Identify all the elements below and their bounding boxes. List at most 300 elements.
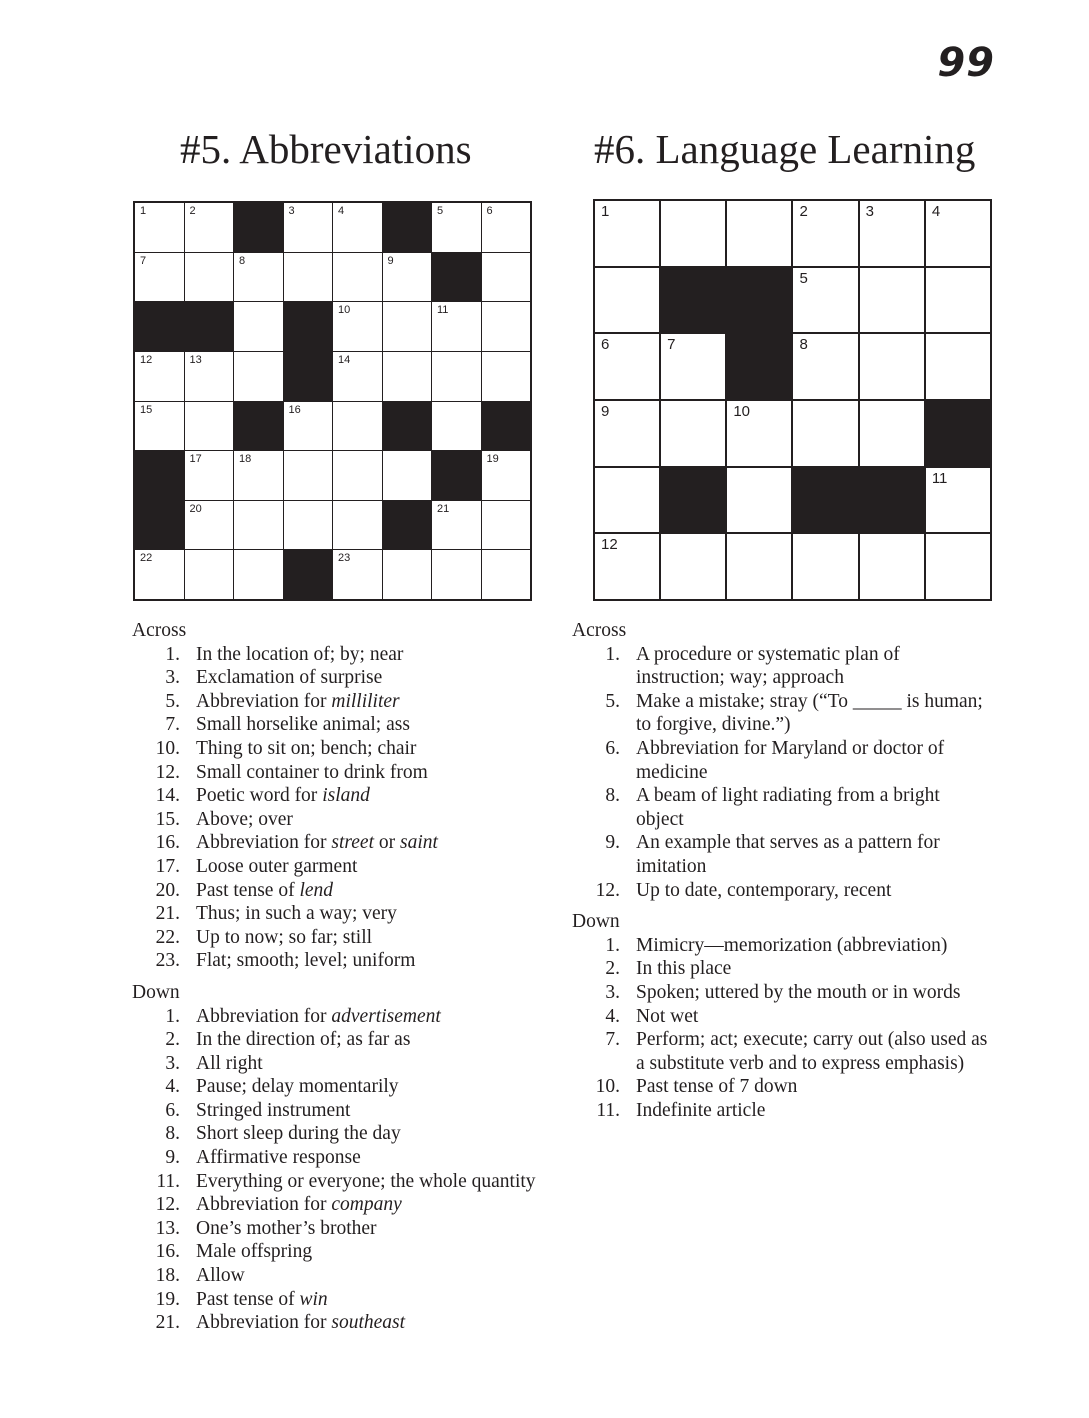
grid-cell[interactable]	[482, 253, 531, 302]
grid-cell[interactable]	[793, 534, 857, 599]
grid-cell[interactable]	[482, 203, 531, 252]
grid-cell[interactable]	[432, 352, 481, 401]
clue-text	[196, 902, 572, 926]
clue-number: 11.	[596, 1099, 620, 1121]
clue-text-italic: advertisement	[331, 1005, 441, 1027]
grid-cell[interactable]	[383, 352, 432, 401]
clue-text	[196, 761, 572, 785]
clue-number: 1.	[165, 643, 180, 665]
grid-cell[interactable]	[595, 201, 659, 266]
black-square	[135, 501, 184, 550]
grid-cell[interactable]	[185, 352, 234, 401]
clue-text	[196, 1264, 572, 1288]
down-clue	[132, 1193, 572, 1217]
grid-cell[interactable]	[185, 253, 234, 302]
across-clue	[572, 690, 992, 737]
clue-number: 9	[601, 402, 610, 420]
clue-number: 2	[189, 205, 196, 217]
grid-cell[interactable]	[284, 253, 333, 302]
black-square	[661, 468, 725, 533]
clue-number: 17	[189, 453, 202, 466]
clue-number: 13.	[155, 1217, 180, 1239]
grid-cell[interactable]	[926, 534, 990, 599]
down-clue	[132, 1146, 572, 1170]
across-clue-list	[132, 643, 572, 973]
clue-number: 16.	[155, 832, 180, 854]
across-clue	[572, 879, 992, 903]
puzzle-5-title: #5. Abbreviations	[180, 126, 472, 172]
grid-cell[interactable]	[432, 501, 481, 550]
grid-cell[interactable]	[595, 268, 659, 333]
grid-cell[interactable]	[284, 203, 333, 252]
black-square	[432, 451, 481, 500]
across-clue	[132, 690, 572, 714]
clue-text	[636, 879, 992, 903]
clue-text-part: In the direction of; as far as	[196, 1029, 411, 1051]
grid-cell[interactable]	[234, 451, 283, 500]
clue-text	[636, 1005, 992, 1029]
clue-number: 13	[189, 353, 202, 366]
black-square	[135, 302, 184, 351]
across-clue	[572, 784, 992, 831]
black-square	[185, 302, 234, 351]
grid-cell[interactable]	[595, 334, 659, 399]
clue-text	[196, 1288, 572, 1312]
grid-cell[interactable]	[333, 402, 382, 451]
grid-cell[interactable]	[432, 203, 481, 252]
puzzle-6-title: #6. Language Learning	[594, 126, 976, 172]
across-heading: Across	[572, 620, 627, 641]
clue-text	[196, 855, 572, 879]
clue-number: 23.	[155, 950, 180, 972]
clue-number: 10	[733, 402, 751, 420]
clue-text-part: Short sleep during the day	[196, 1123, 401, 1145]
grid-cell[interactable]	[383, 550, 432, 599]
clue-number: 22	[140, 552, 153, 565]
clue-number: 21	[437, 502, 450, 515]
clue-text-italic: company	[331, 1194, 402, 1216]
clue-number: 23	[338, 552, 351, 565]
clue-number: 4	[338, 205, 345, 217]
grid-cell[interactable]	[727, 401, 791, 466]
black-square	[135, 451, 184, 500]
clue-text	[196, 1170, 572, 1194]
clue-text-part: Abbreviation for	[196, 1194, 332, 1216]
grid-cell[interactable]	[333, 550, 382, 599]
clue-text-part: Past tense of	[196, 1288, 300, 1310]
clue-text-part: Loose outer garment	[196, 855, 358, 877]
across-clue	[132, 831, 572, 855]
clue-text-part: Everything or everyone; the whole quantity	[196, 1170, 536, 1192]
clue-text	[196, 949, 572, 973]
grid-cell[interactable]	[432, 550, 481, 599]
clue-text	[196, 1311, 572, 1335]
down-clue	[132, 1122, 572, 1146]
clue-number: 12.	[595, 879, 620, 901]
clue-text	[196, 1052, 572, 1076]
page-number: 99	[937, 40, 995, 86]
clue-text	[636, 831, 992, 878]
puzzle-6-clues	[572, 619, 992, 1130]
clue-text	[636, 690, 992, 737]
grid-cell[interactable]	[234, 550, 283, 599]
clue-text	[196, 879, 572, 903]
clue-number: 4.	[605, 1005, 620, 1027]
grid-cell[interactable]	[595, 468, 659, 533]
clue-text-part: A beam of light radiating from a bright object	[636, 785, 940, 830]
clue-number: 19.	[155, 1288, 180, 1310]
grid-cell[interactable]	[135, 203, 184, 252]
grid-cell[interactable]	[727, 201, 791, 266]
clue-number: 9.	[605, 832, 620, 854]
grid-cell[interactable]	[793, 268, 857, 333]
clue-number: 19	[486, 453, 499, 466]
clue-text-part: Affirmative response	[196, 1147, 361, 1169]
down-clue	[132, 1005, 572, 1029]
clue-text-part: An example that serves as a pattern for imitation	[636, 832, 940, 877]
grid-cell[interactable]	[234, 302, 283, 351]
grid-cell[interactable]	[661, 201, 725, 266]
clue-text-italic: southeast	[331, 1312, 406, 1334]
clue-number: 11.	[156, 1170, 180, 1192]
across-clue	[572, 643, 992, 690]
clue-text	[196, 1099, 572, 1123]
clue-number: 12	[140, 353, 153, 366]
black-square	[793, 468, 857, 533]
clue-text-part: Abbreviation for Maryland or doctor of medicine	[636, 737, 945, 783]
grid-cell[interactable]	[727, 468, 791, 533]
clue-number: 8.	[165, 1123, 180, 1145]
grid-cell[interactable]	[482, 550, 531, 599]
grid-cell[interactable]	[661, 401, 725, 466]
clue-number: 1	[140, 205, 147, 217]
grid-cell[interactable]	[482, 501, 531, 550]
clue-text-part: Abbreviation for	[196, 690, 332, 712]
clue-number: 2.	[165, 1029, 180, 1051]
down-clue	[132, 1028, 572, 1052]
down-clue-list	[572, 934, 992, 1123]
clue-text-part: Not wet	[636, 1005, 699, 1027]
clue-text-part: Allow	[196, 1265, 245, 1287]
grid-cell[interactable]	[284, 402, 333, 451]
clue-text	[196, 713, 572, 737]
down-clue	[132, 1264, 572, 1288]
grid-cell[interactable]	[185, 501, 234, 550]
clue-number: 7	[667, 336, 676, 354]
grid-cell[interactable]	[926, 268, 990, 333]
black-square	[234, 203, 283, 252]
clue-text-part: Flat; smooth; level; uniform	[196, 950, 416, 972]
clue-text-part: Above; over	[196, 808, 293, 830]
clue-number: 4.	[165, 1076, 180, 1098]
down-clue	[132, 1099, 572, 1123]
down-heading: Down	[132, 981, 180, 1003]
clue-text-italic: island	[322, 785, 370, 807]
clue-number: 12.	[155, 1194, 180, 1216]
clue-text	[196, 784, 572, 808]
down-clue	[132, 1311, 572, 1335]
grid-cell[interactable]	[234, 253, 283, 302]
clue-text	[196, 1240, 572, 1264]
across-clue	[132, 808, 572, 832]
down-heading: Down	[572, 911, 620, 933]
across-clue	[572, 831, 992, 878]
grid-cell[interactable]	[661, 534, 725, 599]
clue-number: 5	[799, 269, 808, 287]
clue-number: 3.	[165, 667, 180, 689]
down-clue	[572, 934, 992, 958]
down-clue	[132, 1288, 572, 1312]
grid-cell[interactable]	[926, 334, 990, 399]
clue-number: 1.	[165, 1005, 180, 1027]
down-clue	[572, 1099, 992, 1123]
grid-cell[interactable]	[135, 253, 184, 302]
clue-number: 7	[140, 254, 147, 267]
clue-text-part: Stringed instrument	[196, 1099, 351, 1121]
grid-cell[interactable]	[135, 402, 184, 451]
clue-text-part: All right	[196, 1052, 263, 1074]
down-clue	[132, 1240, 572, 1264]
grid-cell[interactable]	[482, 451, 531, 500]
clue-text	[196, 690, 572, 714]
clue-text-italic: milliliter	[331, 690, 400, 712]
down-clue	[572, 1075, 992, 1099]
grid-cell[interactable]	[661, 334, 725, 399]
clue-number: 3.	[165, 1052, 180, 1074]
grid-cell[interactable]	[860, 401, 924, 466]
across-clue	[132, 737, 572, 761]
clue-number: 1.	[605, 934, 620, 956]
grid-cell[interactable]	[333, 501, 382, 550]
clue-number: 12.	[155, 761, 180, 783]
clue-number: 5	[437, 205, 444, 217]
black-square	[727, 268, 791, 333]
clue-number: 10.	[595, 1076, 620, 1098]
clue-text-part: A procedure or systematic plan of instruction; way; approach	[636, 643, 900, 689]
clue-number: 22.	[155, 926, 180, 948]
clue-number: 7.	[605, 1029, 620, 1051]
grid-cell[interactable]	[284, 451, 333, 500]
grid-cell[interactable]	[860, 268, 924, 333]
down-clue	[132, 1052, 572, 1076]
clue-text-italic: street	[331, 832, 374, 854]
grid-cell[interactable]	[135, 550, 184, 599]
black-square	[284, 302, 333, 351]
across-heading: Across	[132, 620, 187, 641]
grid-cell[interactable]	[333, 352, 382, 401]
clue-text	[196, 1075, 572, 1099]
across-clue	[132, 949, 572, 973]
clue-number: 8	[799, 336, 808, 354]
grid-cell[interactable]	[333, 203, 382, 252]
clue-number: 9.	[165, 1147, 180, 1169]
clue-number: 3	[865, 203, 874, 220]
grid-cell[interactable]	[383, 302, 432, 351]
clue-number: 20	[189, 502, 202, 515]
clue-text	[196, 1122, 572, 1146]
clue-number: 20.	[155, 879, 180, 901]
clue-text	[196, 831, 572, 855]
clue-text	[636, 1028, 992, 1075]
grid-cell[interactable]	[860, 334, 924, 399]
black-square	[234, 402, 283, 451]
grid-cell[interactable]	[333, 451, 382, 500]
clue-number: 2	[799, 203, 808, 220]
clue-text-italic: saint	[400, 832, 438, 854]
clue-text-part: Small horselike animal; ass	[196, 714, 410, 736]
clue-number: 5.	[605, 690, 620, 712]
grid-cell[interactable]	[185, 402, 234, 451]
grid-cell[interactable]	[482, 302, 531, 351]
down-clue	[572, 1028, 992, 1075]
grid-cell[interactable]	[135, 352, 184, 401]
clue-text	[196, 1146, 572, 1170]
across-clue	[132, 761, 572, 785]
clue-number: 6	[601, 336, 610, 354]
clue-text	[196, 666, 572, 690]
grid-cell[interactable]	[860, 201, 924, 266]
clue-text	[196, 1193, 572, 1217]
clue-number: 8	[239, 254, 246, 267]
clue-text-part: Make a mistake; stray (“To _____ is human; to forgive, divine.”)	[636, 690, 983, 736]
clue-text-part: Past tense of 7 down	[636, 1076, 798, 1098]
puzzle-5-grid	[133, 201, 532, 601]
clue-number: 16.	[155, 1241, 180, 1263]
clue-text	[636, 1099, 992, 1123]
across-clue	[572, 737, 992, 784]
black-square	[383, 402, 432, 451]
black-square	[432, 253, 481, 302]
grid-cell[interactable]	[383, 253, 432, 302]
grid-cell[interactable]	[234, 501, 283, 550]
down-clue	[572, 1005, 992, 1029]
clue-number: 18.	[155, 1265, 180, 1287]
black-square	[727, 334, 791, 399]
across-clue	[132, 643, 572, 667]
black-square	[284, 550, 333, 599]
grid-cell[interactable]	[185, 550, 234, 599]
grid-cell[interactable]	[185, 203, 234, 252]
grid-cell[interactable]	[860, 534, 924, 599]
clue-number: 14	[338, 353, 351, 366]
grid-cell[interactable]	[793, 201, 857, 266]
clue-text-italic: lend	[299, 879, 334, 901]
down-clue	[572, 957, 992, 981]
clue-number: 3.	[605, 981, 620, 1003]
clue-text	[636, 1075, 992, 1099]
black-square	[661, 268, 725, 333]
clue-number: 12	[601, 536, 618, 554]
clue-number: 4	[931, 203, 941, 220]
clue-text-part: Abbreviation for	[196, 1312, 332, 1334]
clue-number: 6.	[165, 1099, 180, 1121]
clue-number: 6	[486, 205, 493, 217]
clue-number: 5.	[165, 690, 180, 712]
grid-cell[interactable]	[793, 334, 857, 399]
clue-number: 10.	[155, 737, 180, 759]
clue-number: 11	[437, 304, 449, 317]
across-clue	[132, 713, 572, 737]
black-square	[284, 352, 333, 401]
clue-number: 21.	[155, 1312, 180, 1334]
grid-cell[interactable]	[926, 201, 990, 266]
grid-cell[interactable]	[595, 534, 659, 599]
clue-number: 18	[239, 453, 252, 466]
grid-cell[interactable]	[284, 501, 333, 550]
clue-number: 9	[387, 254, 394, 267]
clue-text	[636, 784, 992, 831]
grid-cell[interactable]	[432, 402, 481, 451]
black-square	[926, 401, 990, 466]
puzzle-5-clues	[132, 619, 572, 1343]
clue-number: 14.	[155, 785, 180, 807]
grid-cell[interactable]	[926, 468, 990, 533]
grid-cell[interactable]	[383, 451, 432, 500]
down-clue	[132, 1075, 572, 1099]
grid-cell[interactable]	[185, 451, 234, 500]
clue-number: 15	[140, 403, 153, 416]
clue-text-part: Poetic word for	[196, 785, 323, 807]
clue-text	[196, 1005, 572, 1029]
down-clue-list	[132, 1005, 572, 1335]
clue-number: 10	[338, 304, 351, 317]
clue-text	[196, 1217, 572, 1241]
clue-number: 1	[601, 203, 610, 220]
down-clue	[132, 1217, 572, 1241]
clue-text-part: Mimicry—memorization (abbreviation)	[636, 934, 948, 956]
grid-cell[interactable]	[234, 352, 283, 401]
across-clue	[132, 666, 572, 690]
clue-number: 21.	[155, 903, 180, 925]
clue-number: 11	[931, 469, 948, 487]
clue-text-part: Thus; in such a way; very	[196, 903, 397, 925]
grid-cell[interactable]	[333, 302, 382, 351]
across-clue	[132, 855, 572, 879]
down-clue	[572, 981, 992, 1005]
clue-text-italic: win	[299, 1288, 328, 1310]
clue-number: 3	[288, 205, 295, 217]
clue-number: 2.	[605, 958, 620, 980]
clue-text	[196, 1028, 572, 1052]
clue-text	[636, 957, 992, 981]
grid-cell[interactable]	[727, 534, 791, 599]
clue-number: 8.	[605, 785, 620, 807]
across-clue	[132, 902, 572, 926]
clue-number: 1.	[605, 643, 620, 665]
grid-cell[interactable]	[333, 253, 382, 302]
clue-text-part: or	[374, 832, 400, 854]
clue-text-part: Perform; act; execute; carry out (also used as a substitute verb and to express emphasis)	[636, 1029, 988, 1074]
clue-text-part: Up to now; so far; still	[196, 926, 373, 948]
clue-number: 6.	[605, 737, 620, 759]
clue-text	[636, 934, 992, 958]
clue-text-part: Indefinite article	[636, 1099, 766, 1121]
clue-text-part: One’s mother’s brother	[196, 1217, 377, 1239]
clue-number: 7.	[165, 714, 180, 736]
clue-text-part: Abbreviation for	[196, 1005, 332, 1027]
puzzle-6-grid	[593, 199, 992, 601]
grid-cell[interactable]	[793, 401, 857, 466]
black-square	[383, 501, 432, 550]
black-square	[383, 203, 432, 252]
grid-cell[interactable]	[432, 302, 481, 351]
across-clue	[132, 784, 572, 808]
grid-cell[interactable]	[482, 352, 531, 401]
clue-text	[636, 981, 992, 1005]
grid-cell[interactable]	[595, 401, 659, 466]
black-square	[482, 402, 531, 451]
across-clue-list	[572, 643, 992, 903]
